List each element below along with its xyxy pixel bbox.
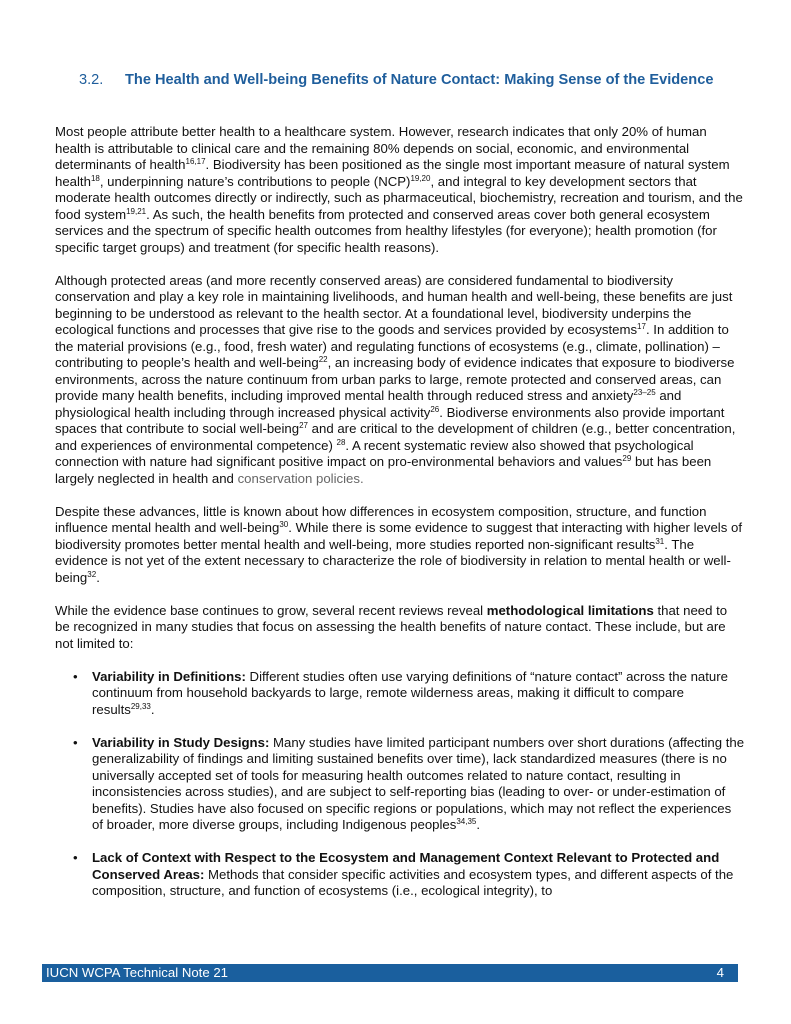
list-item: [55, 850, 745, 900]
text-run: .: [476, 817, 481, 832]
text-run: Many studies have limited participant numbers over short durations (affecting the generalizability of findings and limiting sustained benefits over time), lack standardized measures (there is no universally accepted set of tools for measuring health outcomes related to nature contact, resulting in inconsistencies across studies), and are subject to self-reporting bias (leading to over- or under-estimation of benefits). Studies have also focused on specific regions or populations, which may not reflect the experiences of broader, more diverse groups, including Indigenous peoples: [92, 734, 745, 832]
footer-title: IUCN WCPA Technical Note 21: [46, 965, 229, 980]
text-run: and are critical to the development of children (e.g., better concentration, and experiences of environmental competence): [55, 421, 736, 453]
bullet-icon: •: [73, 850, 78, 865]
text-run: Despite these advances, little is known about how differences in ecosystem composition, structure, and function influence mental health and well-being: [55, 503, 707, 535]
citation: 30: [279, 520, 289, 529]
citation: 31: [655, 536, 665, 546]
page-footer: [42, 964, 738, 982]
citation: 32: [87, 569, 97, 579]
bullet-icon: •: [73, 734, 78, 750]
text-run: . A recent systematic review also showed that psychological connection with nature had significant positive impact on pro-environmental behaviors and values: [55, 437, 694, 469]
text-run: but has been largely neglected in health and: [55, 454, 712, 486]
body-text: [55, 124, 745, 916]
text-run: . While there is some evidence to suggest that interacting with higher levels of biodiversity promotes better mental health and well-being, more studies reported non-significant results: [55, 520, 742, 552]
citation: 29: [622, 454, 632, 463]
list-item-label: Variability in Study Designs:: [92, 734, 270, 750]
citation: 16,17: [185, 157, 206, 166]
citation: 29,33: [130, 701, 151, 711]
section-title: The Health and Well-being Benefits of Nature Contact: Making Sense of the Evidence: [125, 72, 714, 88]
limitations-list: [55, 669, 745, 900]
citation: 34,35: [456, 817, 477, 826]
citation: 18: [90, 173, 100, 183]
text-run: . The evidence is not yet of the extent necessary to characterize the role of biodiversity in relation to mental health or well-being: [55, 536, 731, 585]
text-run: and physiological health including through increased physical activity: [55, 388, 682, 420]
citation: 19,20: [410, 173, 431, 183]
paragraph-2: [55, 273, 745, 488]
list-item: [55, 735, 745, 834]
citation: 19,21: [126, 206, 147, 216]
text-run: While the evidence base continues to grow, several recent reviews reveal: [55, 602, 487, 618]
citation: 17: [637, 322, 646, 331]
bullet-icon: •: [73, 668, 78, 684]
text-run: Most people attribute better health to a healthcare system. However, research indicates that only 20% of human health is attributable to clinical care and the remaining 80% depends on social, economic, and environmental determinants of health: [55, 124, 707, 172]
citation: 26: [430, 404, 440, 414]
page-number: 4: [716, 965, 724, 980]
text-run: . Biodiversity has been positioned as the single most important measure of natural system health: [55, 157, 730, 189]
paragraph-3: [55, 504, 745, 587]
text-run: that need to be recognized in many studies that focus on assessing the health benefits of nature contact. These include, but are not limited to:: [55, 602, 728, 651]
text-run: . As such, the health benefits from protected and conserved areas cover both general ecosystem services and the spectrum of specific health outcomes from healthy lifestyles (for everyone); health promotion (for specific target groups) and treatment (for specific health reasons).: [55, 206, 717, 255]
citation: 23–25: [633, 388, 656, 397]
text-run: . In addition to the material provisions (e.g., food, fresh water) and regulating functions of ecosystems (e.g., climate, pollination) – contributing to people’s health and well-being: [55, 322, 729, 370]
list-item-label: Variability in Definitions:: [92, 668, 246, 684]
text-run: .: [150, 701, 155, 717]
paragraph-1: [55, 124, 745, 256]
text-run: Different studies often use varying definitions of “nature contact” across the nature continuum from household backyards to large, remote wilderness areas, making it difficult to compare results: [92, 668, 728, 717]
text-run: , and integral to key development sectors that moderate health outcomes directly or indirectly, such as pharmaceutical, biochemistry, recreation and tourism, and the food system: [55, 173, 743, 222]
paragraph-4: [55, 603, 745, 653]
citation: 22: [318, 355, 328, 364]
text-run: conservation policies.: [237, 470, 364, 486]
text-run: Methods that consider specific activities and ecosystem types, and different aspects of the composition, structure, and function of ecosystems (i.e., ecological integrity), to: [92, 866, 734, 898]
text-run: , an increasing body of evidence indicates that exposure to biodiverse environments, across the nature continuum from urban parks to large, remote protected and conserved areas, can provide many health benefits, including improved mental health through reduced stress and anxiety: [55, 355, 735, 403]
citation: 28: [336, 437, 346, 447]
text-run: . Biodiverse environments also provide important spaces that contribute to social well-being: [55, 404, 725, 436]
section-number: 3.2.: [79, 72, 104, 88]
citation: 27: [299, 421, 309, 430]
text-run: Although protected areas (and more recently conserved areas) are considered fundamental to biodiversity conservation and play a key role in maintaining livelihoods, and human health and well-being, these benefits are just beginning to be understood as relevant to the health sector. At a foundational level, biodiversity underpins the ecological functions and processes that give rise to the goods and services provided by ecosystems: [55, 272, 733, 337]
list-item-label: Lack of Context with Respect to the Ecosystem and Management Context Relevant to Protected and Conserved Areas:: [92, 850, 720, 882]
text-run: .: [96, 569, 100, 585]
list-item: [55, 669, 745, 719]
text-run: , underpinning nature’s contributions to people (NCP): [99, 173, 411, 189]
emphasis: methodological limitations: [486, 602, 654, 618]
